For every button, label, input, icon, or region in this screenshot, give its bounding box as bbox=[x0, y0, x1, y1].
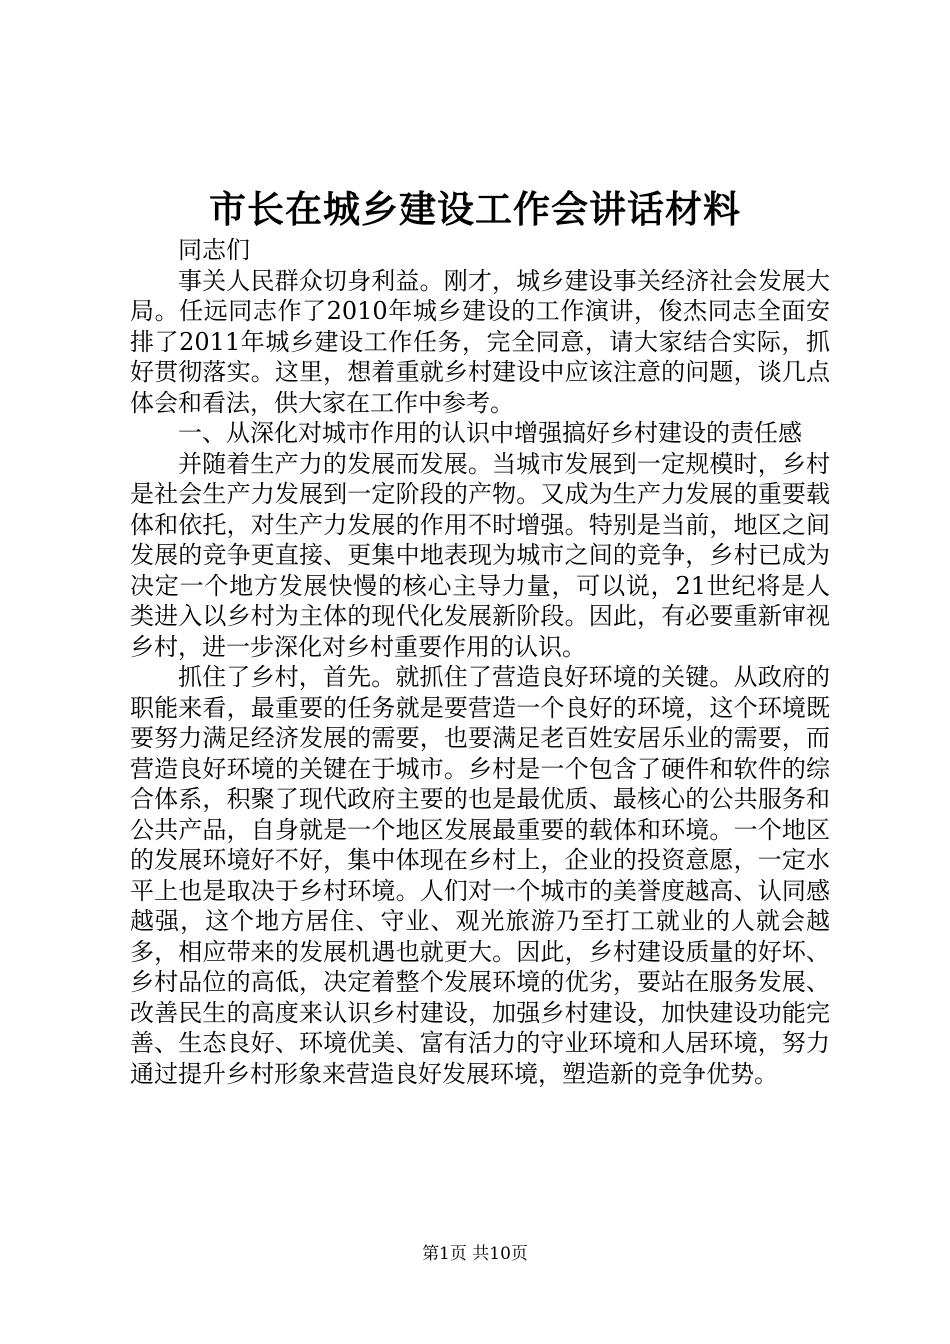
salutation: 同志们 bbox=[178, 236, 250, 264]
page-footer: 第1页 共10页 bbox=[422, 1244, 528, 1264]
section-heading: 一、从深化对城市作用的认识中增强搞好乡村建设的责任感 bbox=[178, 419, 802, 447]
document-body bbox=[130, 235, 830, 1089]
body-paragraph: 抓住了乡村，首先。就抓住了营造良好环境的关键。从政府的职能来看，最重要的任务就是要营造一个良好的环境，这个环境既要努力满足经济发展的需要，也要满足老百姓安居乐业的需要，而营造良好环境的关键在于城市。乡村是一个包含了硬件和软件的综合体系，积聚了现代政府主要的也是最优质、最核心的公共服务和公共产品，自身就是一个地区发展最重要的载体和环境。一个地区的发展环境好不好，集中体现在乡村上，企业的投资意愿，一定水平上也是取决于乡村环境。人们对一个城市的美誉度越高、认同感越强，这个地方居住、守业、观光旅游乃至打工就业的人就会越多，相应带来的发展机遇也就更大。因此，乡村建设质量的好坏、乡村品位的高低，决定着整个发展环境的优劣，要站在服务发展、改善民生的高度来认识乡村建设，加强乡村建设，加快建设功能完善、生态良好、环境优美、富有活力的守业环境和人居环境，努力通过提升乡村形象来营造良好发展环境，塑造新的竞争优势。 bbox=[130, 663, 830, 1088]
body-paragraph: 事关人民群众切身利益。刚才，城乡建设事关经济社会发展大局。任远同志作了2010年城乡建设的工作演讲，俊杰同志全面安排了2011年城乡建设工作任务，完全同意，请大家结合实际，抓好贯彻落实。这里，想着重就乡村建设中应该注意的问题，谈几点体会和看法，供大家在工作中参考。 bbox=[130, 266, 830, 417]
page-title: 市长在城乡建设工作会讲话材料 bbox=[209, 187, 741, 231]
body-paragraph: 并随着生产力的发展而发展。当城市发展到一定规模时，乡村是社会生产力发展到一定阶段的产物。又成为生产力发展的重要载体和依托，对生产力发展的作用不时增强。特别是当前，地区之间发展的竞争更直接、更集中地表现为城市之间的竞争，乡村已成为决定一个地方发展快慢的核心主导力量，可以说，21世纪将是人类进入以乡村为主体的现代化发展新阶段。因此，有必要重新审视乡村，进一步深化对乡村重要作用的认识。 bbox=[130, 449, 830, 661]
